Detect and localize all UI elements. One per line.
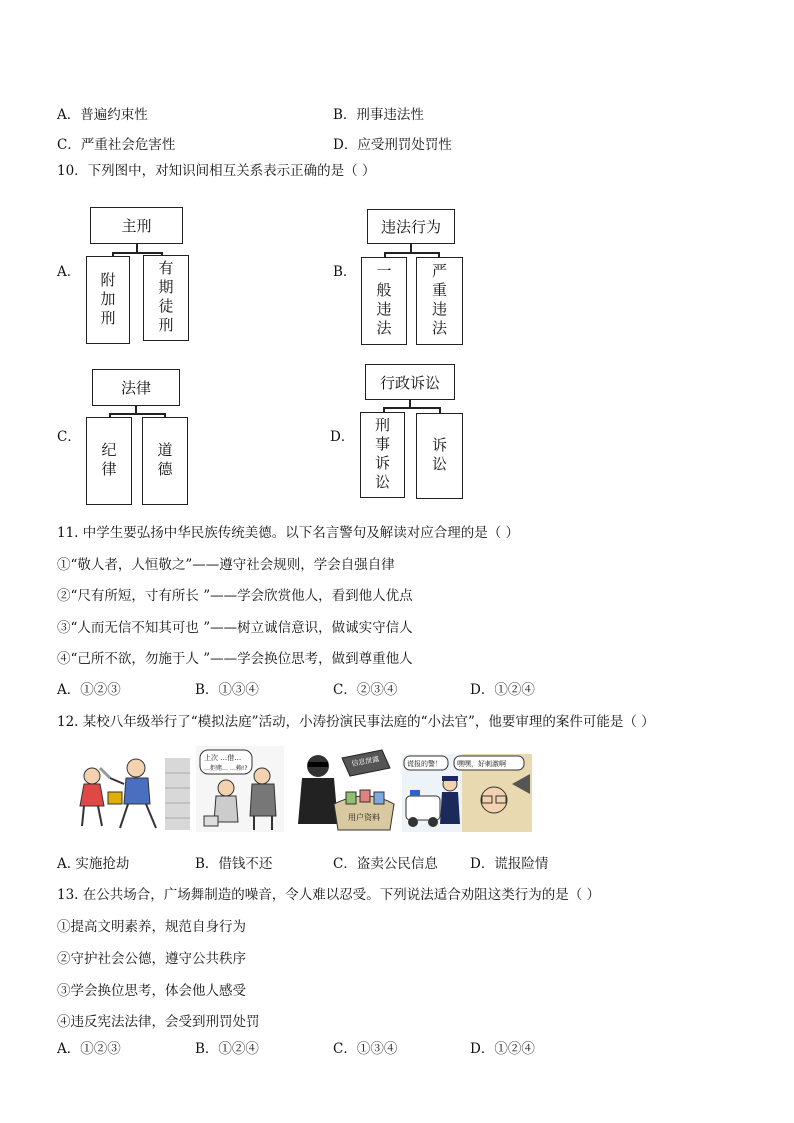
- q13-option-c: C．①③④: [333, 1041, 398, 1057]
- sign-text: 信息泄露: [350, 755, 380, 768]
- q13-item-2: ②守护社会公德，遵守公共秩序: [57, 951, 246, 967]
- q10-stem: 10．下列图中，对知识间相互关系表示正确的是（ ）: [57, 163, 376, 179]
- q11-item-4: ④“己所不欲，勿施于人 ”——学会换位思考，做到尊重他人: [57, 651, 413, 667]
- connector: [109, 413, 165, 415]
- false-alarm-illustration: [402, 754, 532, 832]
- q11-option-c: C．②③④: [333, 682, 398, 698]
- q9-option-c: C．严重社会危害性: [57, 137, 176, 153]
- q10-c-label: C．: [57, 429, 81, 445]
- q9-option-b: B．刑事违法性: [333, 107, 424, 123]
- q10-a-right-box: 有期徒刑: [143, 255, 189, 341]
- q10-c-left-box: 纪律: [86, 417, 132, 505]
- bag-text: 用户资料: [348, 813, 380, 822]
- q12-stem: 12. 某校八年级举行了“模拟法庭”活动，小涛扮演民事法庭的“小法官”，他要审理的案件可能是（ ）: [57, 714, 655, 730]
- q10-d-left-box: 刑事诉讼: [360, 412, 405, 498]
- q12-option-b: B．借钱不还: [195, 856, 273, 872]
- q12-option-c: C．盗卖公民信息: [333, 856, 438, 872]
- q10-c-right-box: 道德: [142, 417, 188, 505]
- info-theft-illustration: [290, 744, 400, 832]
- q10-b-top-box: 违法行为: [367, 209, 455, 244]
- q10-d-top-box: 行政诉讼: [365, 364, 455, 400]
- q10-a-top-box: 主刑: [90, 207, 183, 244]
- q12-option-a: A. 实施抢劫: [57, 856, 130, 872]
- q13-item-4: ④违反宪法法律，会受到刑罚处罚: [57, 1014, 260, 1030]
- q13-option-b: B．①②④: [195, 1041, 259, 1057]
- q11-option-a: A．①②③: [57, 682, 121, 698]
- q9-option-a: A．普遍约束性: [57, 107, 148, 123]
- connector: [383, 407, 440, 409]
- bubble-text: 谎报的警！: [407, 760, 442, 768]
- q10-b-left-box: 一般违法: [361, 257, 407, 345]
- q12-option-d: D．谎报险情: [470, 856, 549, 872]
- q10-b-label: B．: [333, 264, 357, 280]
- q11-option-d: D．①②④: [470, 682, 535, 698]
- q9-option-d: D．应受刑罚处罚性: [333, 137, 452, 153]
- bubble-text: …拒赌… …赖!?: [204, 765, 248, 772]
- bubble-text: 嘿嘿，好刺激啊: [457, 760, 506, 768]
- q11-stem: 11. 中学生要弘扬中华民族传统美德。以下名言警句及解读对应合理的是（ ）: [57, 525, 520, 541]
- q10-b-right-box: 严重违法: [416, 257, 463, 345]
- borrowing-illustration: [196, 746, 284, 832]
- q13-stem: 13. 在公共场合，广场舞制造的噪音，令人难以忍受。下列说法适合劝阻这类行为的是（ ）: [57, 887, 601, 903]
- connector: [384, 252, 439, 254]
- robbery-illustration: [70, 748, 190, 833]
- q11-item-1: ①“敬人者，人恒敬之”——遵守社会规则，学会自强自律: [57, 557, 395, 573]
- q13-item-1: ①提高文明素养，规范自身行为: [57, 919, 246, 935]
- q10-d-right-box: 诉讼: [416, 413, 463, 499]
- q13-option-d: D．①②④: [470, 1041, 535, 1057]
- q10-a-label: A．: [57, 264, 81, 280]
- q11-option-b: B．①③④: [195, 682, 259, 698]
- q13-option-a: A．①②③: [57, 1041, 121, 1057]
- q10-c-top-box: 法律: [92, 369, 180, 406]
- q11-item-2: ②“尺有所短，寸有所长 ”——学会欣赏他人，看到他人优点: [57, 588, 413, 604]
- q10-d-label: D．: [330, 429, 355, 445]
- bubble-text: 上次 …借…: [204, 754, 242, 762]
- q13-item-3: ③学会换位思考，体会他人感受: [57, 983, 246, 999]
- q11-item-3: ③“人而无信不知其可也 ”——树立诚信意识，做诚实守信人: [57, 620, 413, 636]
- connector: [112, 252, 162, 254]
- q10-a-left-box: 附加刑: [86, 256, 130, 344]
